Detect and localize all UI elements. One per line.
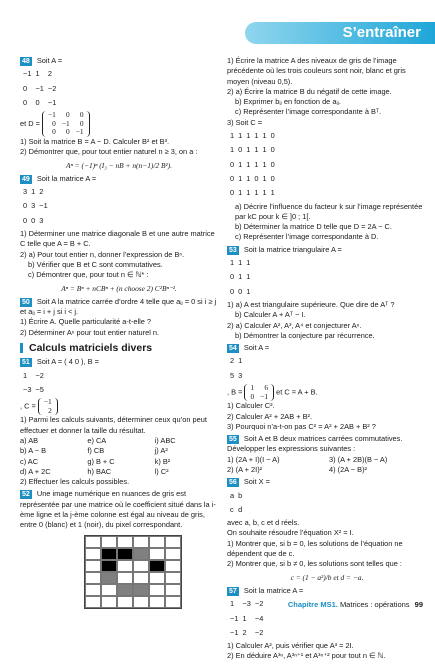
matrix-entry: 3: [31, 201, 36, 211]
list-item: e) CA: [87, 435, 107, 445]
question-2a: 2) a) Calculer A², A³, A⁴ et conjecturer Aⁿ.: [227, 320, 362, 330]
exercise-number: 57: [229, 587, 237, 595]
matrix-b: [244, 384, 274, 401]
question-1a: 1) a) A est triangulaire supérieure. Que dire de Aᵀ ?: [227, 299, 395, 309]
matrix-entry: d: [238, 504, 243, 514]
pixel-cell: [101, 548, 117, 560]
question-2: 2) En déduire A³ⁿ, A³ⁿ⁺¹ et A³ⁿ⁺² pour tout n ∈ ℕ.: [227, 651, 386, 661]
page-title: S’entraîner: [342, 24, 421, 41]
matrix-entry: 0: [23, 201, 28, 211]
matrix-entry: 1: [246, 258, 251, 268]
header-banner: [0, 0, 435, 45]
exercise-text: Soit A et B deux matrices carrées commutatives. Développer les expressions suivantes :: [227, 434, 403, 454]
pixel-cell: [101, 536, 117, 548]
matrix-entry: 1: [262, 131, 267, 141]
matrix-entry: 1: [230, 258, 235, 268]
question-3-intro: 3) Soit C =: [227, 117, 263, 127]
exercise-tail: et C = A + B.: [276, 387, 318, 397]
matrix-entry: 1: [246, 131, 251, 141]
matrix-entry: 0: [52, 118, 56, 128]
list-item: l) C²: [154, 466, 169, 476]
matrix-entry: −4: [254, 613, 264, 623]
exercise-51: [20, 357, 218, 487]
exercise-50: [20, 297, 218, 338]
matrix-entry: 1: [35, 69, 40, 79]
pixel-cell: [165, 548, 181, 560]
question-2: 2) a) Écrire la matrice B du négatif de cette image.: [227, 86, 392, 96]
matrix-entry: 1: [238, 188, 243, 198]
matrix-entry: 1: [246, 173, 251, 183]
pixel-image: [84, 535, 182, 609]
matrix-entry: 0: [23, 215, 28, 225]
matrix-entry: 0: [23, 97, 28, 107]
pixel-cell: [165, 584, 181, 596]
list-item: j) A²: [154, 446, 168, 456]
question-1: 1) Parmi les calculs suivants, déterminer ceux qu’on peut effectuer et donner la taille du résultat.: [20, 415, 207, 435]
pixel-cell: [117, 548, 133, 560]
question-2: 2) Déterminer Aⁿ pour tout entier naturel n.: [20, 327, 160, 337]
exercise-number: 54: [229, 345, 237, 353]
matrix-entry: −5: [35, 384, 44, 394]
question-3a: a) Décrire l’influence du facteur k sur l’image représentée par kC pour k ∈ ]0 ; 1[.: [235, 201, 423, 221]
matrix-entry: 1: [238, 173, 243, 183]
calc-items: [20, 436, 218, 477]
matrix-entry: 1: [254, 159, 259, 169]
exercise-number: 53: [229, 246, 237, 254]
question-2: 2) Effectuer les calculs possibles.: [20, 477, 130, 487]
list-item: b) A − B: [20, 446, 47, 456]
pixel-cell: [133, 596, 149, 608]
list-item: k) B²: [154, 456, 171, 466]
chapter-label: Chapitre MS1.: [287, 600, 338, 609]
matrix-entry: 2: [48, 405, 52, 415]
matrix-entry: 1: [250, 383, 255, 393]
matrix-entry: c: [230, 504, 234, 514]
formula: Aⁿ = (−1)ⁿ (I₃ − nB + n(n−1)/2 B²).: [65, 160, 172, 170]
list-item: c) AC: [20, 456, 39, 466]
matrix-c-label: , C =: [20, 401, 36, 411]
exercise-number: 55: [229, 436, 237, 444]
matrix-entry: −1: [230, 627, 239, 637]
matrix-entry: 1: [262, 188, 267, 198]
exercise-49: [20, 174, 218, 294]
pixel-cell: [101, 560, 117, 572]
list-item: f) CB: [87, 446, 105, 456]
matrix-entry: 1: [23, 370, 28, 380]
exercise-intro: Soit A =: [243, 343, 270, 353]
matrix-entry: 0: [52, 127, 56, 137]
exercise-number: 56: [229, 479, 237, 487]
matrix-entry: 3: [39, 215, 44, 225]
question-1: 1) Montrer que, si b = 0, les solutions de l’équation ne dépendent que de c.: [227, 538, 403, 559]
question-2a: 2) a) Pour tout entier n, donner l’expression de Bⁿ.: [20, 249, 185, 259]
question-1: 1) Déterminer une matrice diagonale B et une autre matrice C telle que A = B + C.: [20, 229, 215, 249]
matrix-entry: −1: [35, 83, 44, 93]
matrix-b-label: , B =: [227, 387, 243, 397]
list-item: a) AB: [20, 435, 39, 445]
question-2: 2) Calculer A² + 2AB + B².: [227, 411, 313, 421]
matrix-entry: 0: [23, 83, 28, 93]
exercise-56: [227, 477, 427, 583]
matrix-entry: 5: [230, 370, 235, 380]
matrix-entry: 0: [230, 159, 235, 169]
question-2c: c) Démontrer que, pour tout n ∈ ℕ* :: [28, 270, 149, 280]
list-item: 3) (A + 2B)(B − A): [329, 454, 388, 464]
matrix-entry: 0: [79, 118, 84, 128]
matrix-entry: −3: [242, 599, 251, 609]
question-2b: b) Démontrer la conjecture par récurrence.: [235, 330, 375, 340]
matrix-entry: −1: [48, 110, 56, 120]
exercise-text: Soit A la matrice carrée d’ordre 4 telle que aᵢⱼ = 0 si i ≥ j et aᵢⱼ = i + j si i < j.: [20, 296, 217, 317]
matrix-entry: 1: [254, 188, 259, 198]
matrix-entry: 1: [238, 131, 243, 141]
pixel-cell: [117, 584, 133, 596]
matrix-entry: 1: [254, 145, 259, 155]
question-2: 2) Démontrer que, pour tout entier naturel n ≥ 3, on a :: [20, 147, 198, 157]
exercise-48: [20, 56, 218, 171]
pixel-cell: [117, 596, 133, 608]
matrix-entry: 1: [238, 159, 243, 169]
exercise-intro: Soit la matrice triangulaire A =: [243, 244, 342, 254]
matrix-entry: 1: [230, 599, 235, 609]
exercise-intro: Soit X =: [243, 477, 270, 487]
matrix-entry: 1: [230, 131, 235, 141]
question-1: 1) Soit la matrice B = A − D. Calculer B² et B³.: [20, 136, 170, 146]
matrix-entry: 1: [262, 145, 267, 155]
exercise-57: [227, 586, 427, 662]
matrix-entry: 0: [79, 110, 84, 120]
matrix-entry: 0: [270, 159, 275, 169]
matrix-entry: 1: [31, 187, 36, 197]
pixel-cell: [149, 584, 165, 596]
pixel-cell: [133, 572, 149, 584]
pixel-cell: [101, 584, 117, 596]
exercise-53: [227, 245, 427, 341]
matrix-entry: 1: [262, 173, 267, 183]
exercise-tail: avec a, b, c et d réels.: [227, 518, 300, 528]
matrix-entry: 1: [242, 613, 247, 623]
pixel-cell: [133, 536, 149, 548]
question-2b: b) Exprimer bᵢⱼ en fonction de aᵢⱼ.: [235, 97, 341, 107]
exercise-intro: Soit A = ( 4 0 ), B =: [36, 357, 99, 367]
question-1: 1) Calculer A², puis vérifier que A³ = 2I.: [227, 641, 354, 651]
exercise-52: [20, 489, 218, 608]
pixel-cell: [117, 536, 133, 548]
matrix-entry: 1: [238, 272, 243, 282]
pixel-cell: [149, 548, 165, 560]
matrix-entry: −1: [39, 201, 48, 211]
pixel-cell: [133, 584, 149, 596]
matrix-entry: −1: [47, 97, 57, 107]
pixel-cell: [85, 596, 101, 608]
exercise-number: 48: [22, 58, 30, 65]
pixel-cell: [165, 596, 181, 608]
matrix-entry: 2: [39, 187, 44, 197]
matrix-entry: −2: [35, 370, 44, 380]
exercise-55: [227, 434, 427, 475]
pixel-cell: [101, 596, 117, 608]
question-2b: b) Vérifier que B et C sont commutatives.: [28, 259, 163, 269]
matrix-entry: 0: [230, 188, 235, 198]
matrix-entry: −1: [75, 127, 84, 137]
matrix-entry: 0: [270, 145, 275, 155]
matrix-entry: 1: [238, 258, 243, 268]
formula: Aⁿ = Bⁿ + nCBⁿ + (n choose 2) C²Bⁿ⁻².: [61, 283, 177, 293]
question-2: 2) Montrer que, si b ≠ 0, les solutions sont telles que :: [227, 559, 402, 569]
pixel-cell: [85, 572, 101, 584]
list-item: 4) (2A − B)²: [329, 464, 367, 474]
exercise-number: 50: [22, 298, 30, 306]
matrix-entry: 1: [246, 145, 251, 155]
matrix-entry: 0: [35, 97, 40, 107]
pixel-cell: [85, 584, 101, 596]
matrix-c: [38, 398, 58, 415]
matrix-entry: 0: [238, 286, 243, 296]
matrix-entry: 1: [238, 356, 243, 366]
matrix-entry: −2: [254, 599, 264, 609]
matrix-entry: −2: [254, 627, 264, 637]
exercise-number: 49: [22, 175, 30, 183]
matrix-entry: −1: [260, 391, 269, 401]
pixel-cell: [133, 560, 149, 572]
question-3b: b) Déterminer la matrice D telle que D = 2A − C.: [235, 222, 392, 232]
list-item: 1) (2A + I)(I − A): [227, 454, 280, 464]
matrix-entry: 0: [230, 173, 235, 183]
pixel-cell: [85, 560, 101, 572]
matrix-entry: 0: [230, 286, 235, 296]
exercise-54: [227, 343, 427, 432]
pixel-cell: [149, 596, 165, 608]
exercise-number: 52: [22, 491, 30, 499]
right-column: [227, 56, 427, 664]
matrix-entry: 6: [264, 383, 269, 393]
exercise-52-questions: [227, 56, 427, 243]
matrix-entry: 1: [246, 188, 251, 198]
matrix-entry: 2: [47, 69, 52, 79]
matrix-entry: 1: [270, 188, 275, 198]
matrix-entry: 0: [254, 173, 259, 183]
question-1: 1) Écrire A. Quelle particularité a-t-elle ?: [20, 317, 152, 327]
pixel-cell: [117, 560, 133, 572]
matrix-d: [42, 111, 90, 137]
expression-items: [227, 455, 427, 476]
list-item: h) BAC: [87, 466, 112, 476]
matrix-entry: b: [238, 490, 243, 500]
pixel-cell: [165, 560, 181, 572]
matrix-entry: 0: [270, 131, 275, 141]
exercise-intro: Soit la matrice A =: [36, 173, 97, 183]
matrix-entry: 1: [246, 159, 251, 169]
pixel-cell: [101, 572, 117, 584]
pixel-cell: [117, 572, 133, 584]
question-1: 1) Écrire la matrice A des niveaux de gris de l’image précédente où les trois couleurs sont noir, blanc et gris moyen (niveau 0,5).: [227, 56, 406, 86]
matrix-entry: a: [230, 490, 235, 500]
matrix-entry: 1: [230, 145, 235, 155]
formula: c = (1 − a²)/b et d = −a.: [290, 572, 364, 582]
matrix-entry: 1: [254, 131, 259, 141]
question-2c: c) Représenter l’image correspondante à Bᵀ.: [235, 107, 382, 117]
matrix-entry: 0: [31, 215, 36, 225]
matrix-entry: 0: [66, 127, 70, 137]
matrix-entry: 2: [230, 356, 235, 366]
matrix-entry: 1: [246, 272, 251, 282]
matrix-entry: 0: [230, 272, 235, 282]
question-3: 3) Pourquoi n’a-t-on pas C² = A² + 2AB + B² ?: [227, 421, 376, 431]
list-item: g) B + C: [87, 456, 115, 466]
question-3c: c) Représenter l’image correspondante à D.: [235, 232, 379, 242]
matrix-entry: 1: [262, 159, 267, 169]
left-column: [20, 56, 218, 611]
pixel-cell: [85, 536, 101, 548]
matrix-entry: −1: [43, 397, 52, 407]
exercise-number: 51: [22, 359, 30, 367]
matrix-entry: −1: [23, 69, 32, 79]
wish: On souhaite résoudre l’équation X² = I.: [227, 528, 354, 538]
list-item: i) ABC: [154, 435, 176, 445]
pixel-cell: [85, 548, 101, 560]
page-number: 99: [414, 600, 423, 609]
page-footer: [288, 600, 423, 609]
matrix-entry: 1: [246, 286, 251, 296]
matrix-entry: 3: [23, 187, 28, 197]
exercise-intro: Soit A =: [36, 56, 63, 65]
matrix-entry: −3: [23, 384, 32, 394]
matrix-entry: 3: [238, 370, 243, 380]
question-1b: b) Calculer A + Aᵀ − I.: [235, 310, 306, 320]
pixel-cell: [149, 572, 165, 584]
matrix-entry: −1: [230, 613, 239, 623]
matrix-entry: 0: [238, 145, 243, 155]
matrix-entry: 2: [242, 627, 247, 637]
exercise-intro: Soit la matrice A =: [243, 585, 304, 595]
matrix-entry: −2: [47, 83, 57, 93]
exercise-text: Une image numérique en nuances de gris est représentée par une matrice où le coefficient situé dans la i-ème ligne et la j-ème colonne est égal au niveau de gris, entre 0 (blanc) et 1 (noir), du pixel correspondant.: [20, 489, 216, 530]
matrix-entry: −1: [61, 118, 70, 128]
question-1: 1) Calculer C².: [227, 401, 275, 411]
section-title: Calculs matriciels divers: [20, 343, 218, 353]
pixel-cell: [165, 536, 181, 548]
pixel-cell: [133, 548, 149, 560]
chapter-title: Matrices : opérations: [339, 600, 410, 609]
matrix-entry: 0: [66, 110, 70, 120]
pixel-cell: [149, 536, 165, 548]
matrix-entry: 0: [270, 173, 275, 183]
pixel-cell: [165, 572, 181, 584]
matrix-entry: 0: [250, 391, 255, 401]
pixel-cell: [149, 560, 165, 572]
exercise-intro-2: et D =: [20, 119, 40, 129]
list-item: d) A + 2C: [20, 466, 51, 476]
list-item: 2) (A + 2I)²: [227, 464, 263, 474]
